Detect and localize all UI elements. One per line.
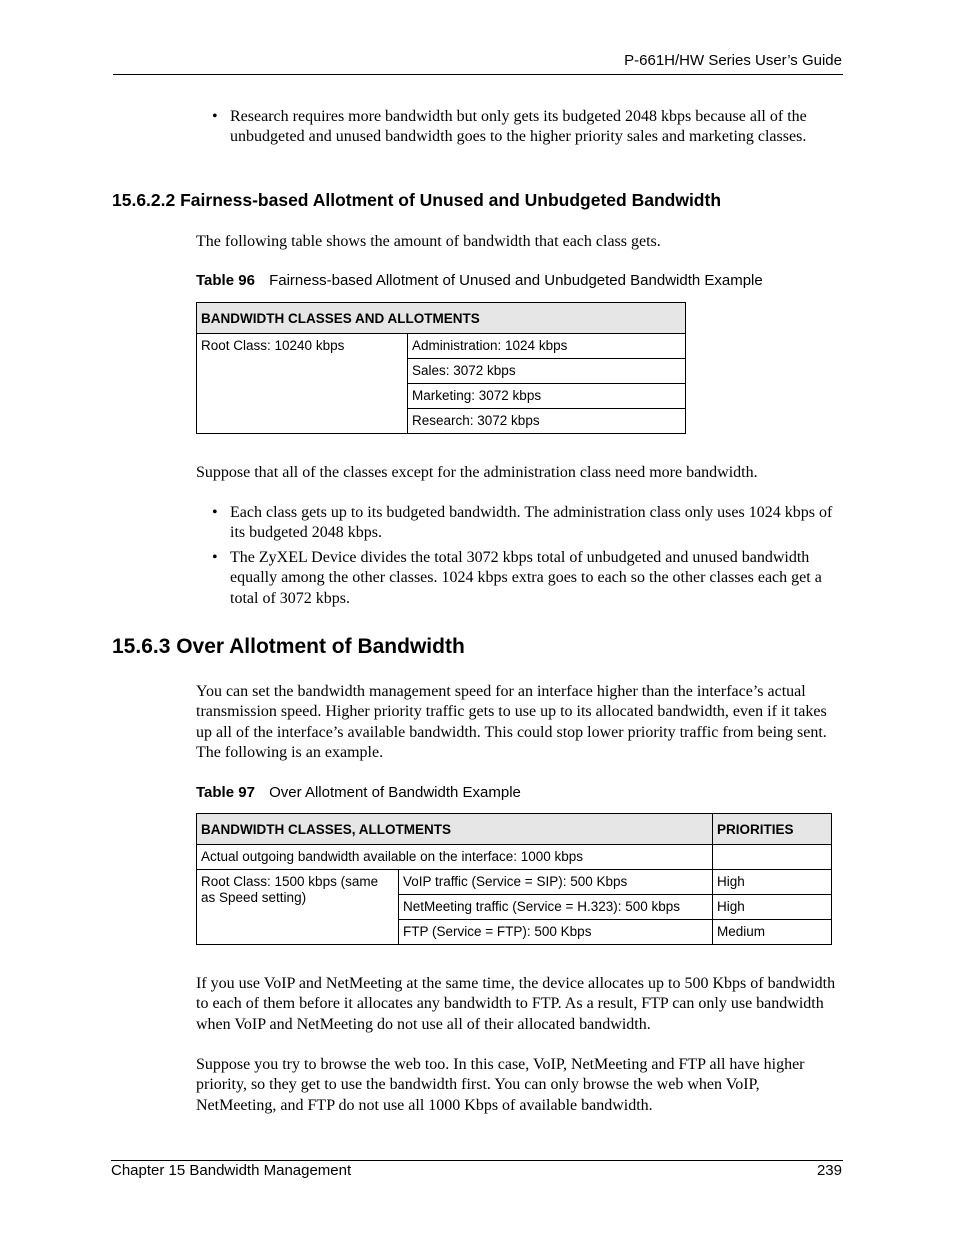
table-96-header: BANDWIDTH CLASSES AND ALLOTMENTS (197, 303, 686, 334)
table-97 (196, 813, 832, 945)
table-97-title: Over Allotment of Bandwidth Example (269, 784, 521, 801)
table-97-allotment: FTP (Service = FTP): 500 Kbps (399, 920, 713, 945)
table-96-row: Administration: 1024 kbps (408, 334, 686, 359)
table-97-header-classes: BANDWIDTH CLASSES, ALLOTMENTS (197, 814, 713, 845)
table-97-allotment: VoIP traffic (Service = SIP): 500 Kbps (399, 870, 713, 895)
section-1563-intro: You can set the bandwidth management speed for an interface higher than the interface’s actual transmission speed. Higher priority traffic gets to use up to its allocated bandwidth, even if it takes up all of the interface’s available bandwidth. This could stop lower priority traffic from being sent. The following is an example. (196, 683, 827, 761)
table-97-caption (196, 784, 521, 801)
table-96-row: Sales: 3072 kbps (408, 359, 686, 384)
table-97-empty-cell (713, 845, 832, 870)
table-97-label: Table 97 (196, 784, 255, 801)
table-97-root-cell: Root Class: 1500 kbps (same as Speed setting) (197, 870, 399, 945)
voip-paragraph: If you use VoIP and NetMeeting at the same time, the device allocates up to 500 Kbps of bandwidth to each of them before it allocates any bandwidth to FTP. As a result, FTP can only use bandwidth when VoIP and NetMeeting do not use all of their allocated bandwidth. (196, 975, 836, 1033)
table-96-title: Fairness-based Allotment of Unused and Unbudgeted Bandwidth Example (269, 272, 763, 289)
section-heading-1563: 15.6.3 Over Allotment of Bandwidth (112, 635, 465, 658)
bullet-marker: • (212, 549, 218, 566)
browse-paragraph: Suppose you try to browse the web too. In this case, VoIP, NetMeeting and FTP all have higher priority, so they get to use the bandwidth first. You can only browse the web when VoIP, NetMeeting, and FTP do not use all 1000 Kbps of available bandwidth. (196, 1056, 805, 1114)
table-97-header-priorities: PRIORITIES (713, 814, 832, 845)
bullet-text: The ZyXEL Device divides the total 3072 kbps total of unbudgeted and unused bandwidth equally among the other classes. 1024 kbps extra goes to each so the other classes each get a total of 3072 kbps. (230, 549, 822, 607)
footer-chapter: Chapter 15 Bandwidth Management (111, 1162, 352, 1179)
section-heading-15622: 15.6.2.2 Fairness-based Allotment of Unused and Unbudgeted Bandwidth (112, 190, 722, 210)
footer-page-number: 239 (816, 1162, 842, 1179)
header-rule (113, 74, 843, 75)
table-97-actual-bandwidth: Actual outgoing bandwidth available on the interface: 1000 kbps (197, 845, 713, 870)
table-96-row: Marketing: 3072 kbps (408, 384, 686, 409)
table-97-allotment: NetMeeting traffic (Service = H.323): 500 kbps (399, 895, 713, 920)
table-96-label: Table 96 (196, 272, 255, 289)
bullet-marker: • (212, 504, 218, 521)
table-97-priority: High (713, 870, 832, 895)
suppose-paragraph: Suppose that all of the classes except for the administration class need more bandwidth. (196, 464, 758, 481)
table-96-caption (196, 272, 763, 289)
table-97-priority: Medium (713, 920, 832, 945)
running-header-title: P-661H/HW Series User’s Guide (624, 52, 842, 69)
fairness-bullet-2 (212, 548, 842, 610)
section-15622-intro: The following table shows the amount of bandwidth that each class gets. (196, 233, 661, 250)
footer-rule (111, 1160, 843, 1161)
bullet-marker: • (212, 108, 218, 125)
table-97-priority: High (713, 895, 832, 920)
bullet-text: Each class gets up to its budgeted bandwidth. The administration class only uses 1024 kbps of its budgeted 2048 kbps. (230, 504, 833, 542)
fairness-bullet-1 (212, 503, 842, 545)
table-96 (196, 302, 686, 434)
table-96-root-cell: Root Class: 10240 kbps (197, 334, 408, 434)
intro-bullet (212, 107, 842, 169)
table-96-row: Research: 3072 kbps (408, 409, 686, 434)
bullet-text: Research requires more bandwidth but only gets its budgeted 2048 kbps because all of the unbudgeted and unused bandwidth goes to the higher priority sales and marketing classes. (230, 108, 807, 146)
